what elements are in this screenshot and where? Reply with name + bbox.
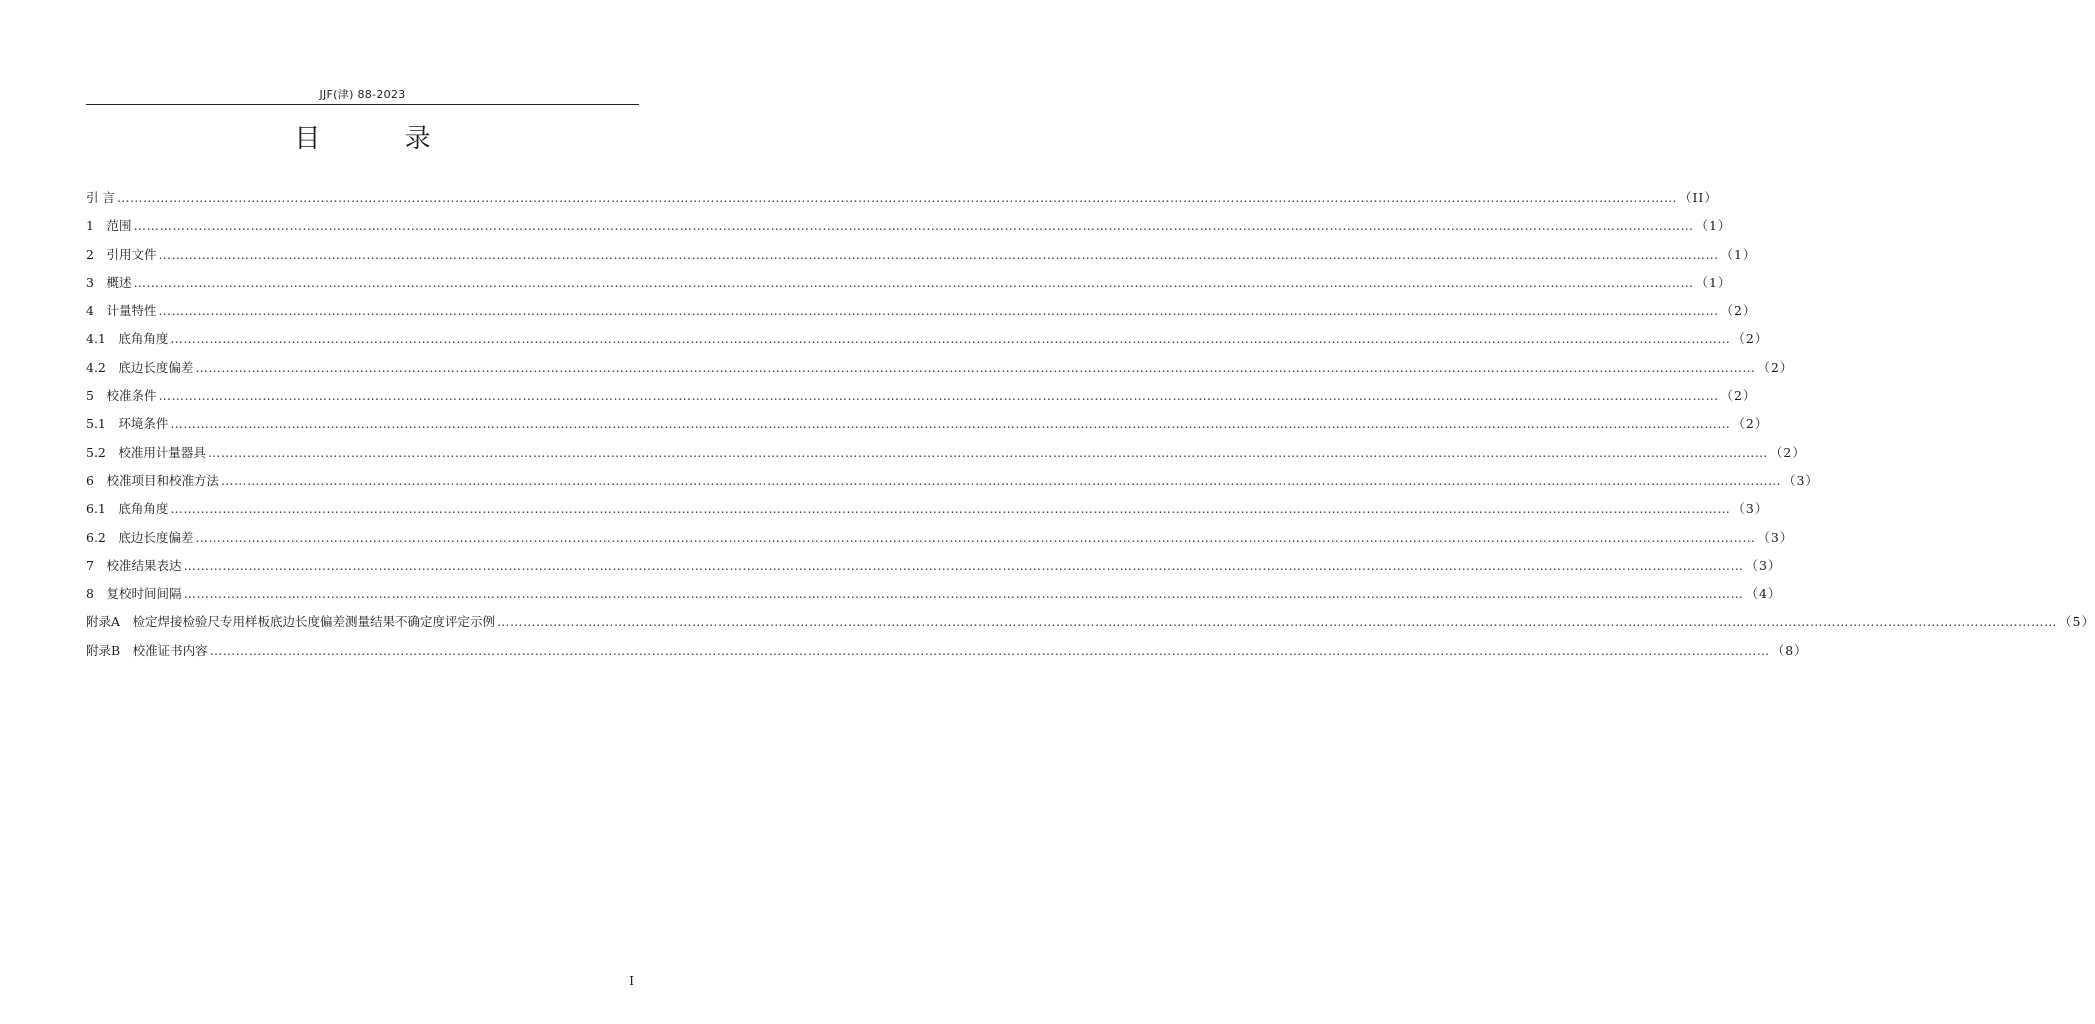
toc-entry-page: （3） — [1782, 472, 1819, 488]
toc-entry-label: 7 校准结果表达 — [86, 557, 182, 573]
toc-entry-page: （3） — [1745, 557, 1782, 573]
toc-entry[interactable] — [86, 410, 1769, 438]
toc-dot-leader: ……………………………………………………………………………………………………………………………………………………………………………………………………………………………………………………………………………………………………………………………… — [170, 416, 1731, 432]
toc-entry[interactable] — [86, 552, 1782, 580]
toc-entry-label: 2 引用文件 — [86, 246, 157, 262]
toc-entry-page: （1） — [1695, 218, 1732, 234]
toc-entry[interactable] — [86, 184, 1718, 212]
toc-entry-page: （2） — [1720, 303, 1757, 319]
toc-entry-label: 6.2 底边长度偏差 — [86, 529, 194, 545]
toc-entry[interactable] — [86, 382, 1757, 410]
page-title: 目 录 — [294, 124, 469, 154]
toc-dot-leader: ……………………………………………………………………………………………………………………………………………………………………………………………………………………………………………………………………………………………………………………………… — [183, 557, 1744, 573]
toc-dot-leader: ……………………………………………………………………………………………………………………………………………………………………………………………………………………………………………………………………………………………………………………………… — [158, 388, 1719, 404]
toc-entry-label: 4.1 底角角度 — [86, 331, 169, 347]
toc-entry-label: 附录B 校准证书内容 — [86, 642, 208, 658]
toc-entry[interactable] — [86, 354, 1794, 382]
toc-entry[interactable] — [86, 637, 1808, 665]
toc-entry-label: 3 概述 — [86, 274, 132, 290]
toc-entry-page: （3） — [1732, 501, 1769, 517]
toc-dot-leader: ……………………………………………………………………………………………………………………………………………………………………………………………………………………………………………………………………………………………………………………………… — [195, 529, 1756, 545]
toc-entry-label: 5 校准条件 — [86, 388, 157, 404]
toc-dot-leader: ……………………………………………………………………………………………………………………………………………………………………………………………………………………………………………………………………………………………………………………………… — [183, 586, 1744, 602]
toc-entry-page: （2） — [1732, 331, 1769, 347]
toc-entry-label: 附录A 检定焊接检验尺专用样板底边长度偏差测量结果不确定度评定示例 — [86, 614, 496, 630]
toc-entry-page: （3） — [1757, 529, 1794, 545]
toc-entry-page: （4） — [1745, 586, 1782, 602]
document-code: JJF(津) 88-2023 — [319, 88, 406, 101]
toc-entry-label: 4.2 底边长度偏差 — [86, 359, 194, 375]
toc-entry-page: （2） — [1720, 388, 1757, 404]
toc-entry[interactable] — [86, 212, 1732, 240]
toc-entry[interactable] — [86, 608, 2095, 636]
toc-entry-page: （2） — [1769, 444, 1806, 460]
toc-entry-page: （8） — [1771, 642, 1808, 658]
toc-entry[interactable] — [86, 495, 1769, 523]
toc-entry-page: （2） — [1732, 416, 1769, 432]
toc-dot-leader: ……………………………………………………………………………………………………………………………………………………………………………………………………………………………………………………………………………………………………………………………… — [220, 472, 1781, 488]
toc-entry-label: 4 计量特性 — [86, 303, 157, 319]
toc-dot-leader: ……………………………………………………………………………………………………………………………………………………………………………………………………………………………………………………………………………………………………………………………… — [158, 246, 1719, 262]
toc-dot-leader: ……………………………………………………………………………………………………………………………………………………………………………………………………………………………………………………………………………………………………………………………… — [133, 274, 1694, 290]
toc-entry[interactable] — [86, 467, 1819, 495]
toc-entry-label: 8 复校时间间隔 — [86, 586, 182, 602]
toc-entry-label: 5.2 校准用计量器具 — [86, 444, 206, 460]
toc-entry[interactable] — [86, 269, 1732, 297]
toc-entry[interactable] — [86, 439, 1806, 467]
toc-entry-page: （1） — [1695, 274, 1732, 290]
toc-entry-label: 引 言 — [86, 190, 115, 205]
toc-entry-page: （1） — [1720, 246, 1757, 262]
toc-entry[interactable] — [86, 241, 1757, 269]
toc-dot-leader: ……………………………………………………………………………………………………………………………………………………………………………………………………………………………………………………………………………………………………………………………… — [195, 359, 1756, 375]
toc-dot-leader: ……………………………………………………………………………………………………………………………………………………………………………………………………………………………………………………………………………………………………………………………… — [158, 303, 1719, 319]
table-of-contents — [86, 184, 2095, 665]
toc-dot-leader: ……………………………………………………………………………………………………………………………………………………………………………………………………………………………………………………………………………………………………………………………… — [133, 218, 1694, 234]
toc-entry[interactable] — [86, 325, 1769, 353]
toc-dot-leader: ……………………………………………………………………………………………………………………………………………………………………………………………………………………………………………………………………………………………………………………………… — [497, 614, 2058, 630]
toc-entry-page: （II） — [1678, 190, 1718, 205]
toc-entry-page: （2） — [1757, 359, 1794, 375]
toc-entry-label: 5.1 环境条件 — [86, 416, 169, 432]
toc-entry[interactable] — [86, 524, 1794, 552]
header-rule — [86, 104, 639, 105]
toc-dot-leader: ……………………………………………………………………………………………………………………………………………………………………………………………………………………………………………………………………………………………………………………………… — [207, 444, 1768, 460]
toc-entry-label: 6 校准项目和校准方法 — [86, 472, 219, 488]
toc-entry-page: （5） — [2059, 614, 2095, 630]
toc-entry-label: 1 范围 — [86, 218, 132, 234]
toc-entry-label: 6.1 底角角度 — [86, 501, 169, 517]
toc-dot-leader: ……………………………………………………………………………………………………………………………………………………………………………………………………………………………………………………………………………………………………………………………… — [116, 190, 1677, 205]
toc-entry[interactable] — [86, 297, 1757, 325]
page-number: I — [629, 974, 634, 988]
toc-dot-leader: ……………………………………………………………………………………………………………………………………………………………………………………………………………………………………………………………………………………………………………………………… — [170, 501, 1731, 517]
toc-dot-leader: ……………………………………………………………………………………………………………………………………………………………………………………………………………………………………………………………………………………………………………………………… — [170, 331, 1731, 347]
toc-dot-leader: ……………………………………………………………………………………………………………………………………………………………………………………………………………………………………………………………………………………………………………………………… — [209, 642, 1770, 658]
toc-entry[interactable] — [86, 580, 1782, 608]
